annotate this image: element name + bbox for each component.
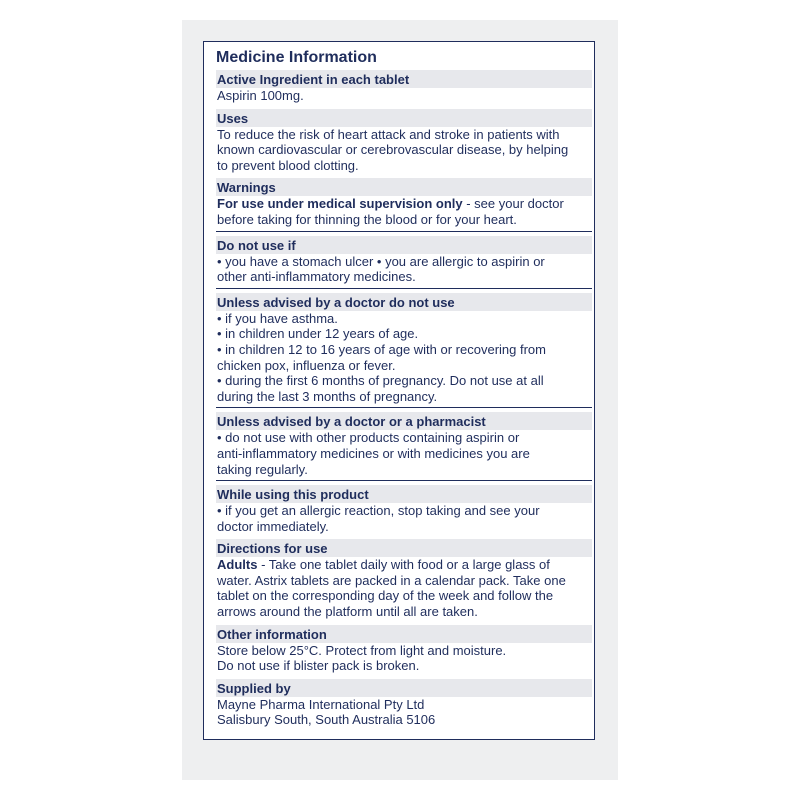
text-line: Do not use if blister pack is broken. [217, 658, 420, 674]
text-line: Mayne Pharma International Pty Ltd [217, 696, 425, 712]
section-uses [216, 109, 592, 179]
text-line: anti-inflammatory medicines or with medicines you are [217, 445, 530, 461]
text-line: Store below 25°C. Protect from light and moisture. [217, 642, 507, 658]
section-active-ingredient [216, 70, 592, 109]
panel-title: Medicine Information [216, 49, 377, 66]
section-heading: Warnings [216, 178, 592, 196]
directions-lead-rest: - Take one tablet daily with food or a large glass of [257, 557, 550, 573]
text-line: taking regularly. [217, 461, 308, 477]
text-line: during the last 3 months of pregnancy. [217, 388, 438, 404]
text-line: • in children 12 to 16 years of age with or recovering from [217, 341, 546, 357]
text-line: • do not use with other products containing aspirin or [217, 430, 520, 446]
section-heading: Active Ingredient in each tablet [216, 70, 592, 88]
text-line: known cardiovascular or cerebrovascular disease, by helping [217, 142, 569, 158]
text-line: • if you get an allergic reaction, stop taking and see your [217, 503, 540, 519]
text-line: • during the first 6 months of pregnancy. Do not use at all [217, 373, 544, 389]
section-do-not-use-if [216, 236, 592, 289]
section-heading: Supplied by [216, 679, 592, 697]
section-unless-advised-doctor [216, 293, 592, 409]
text-line: arrows around the platform until all are taken. [217, 604, 478, 620]
section-heading: Other information [216, 625, 592, 643]
text-line: To reduce the risk of heart attack and stroke in patients with [217, 126, 560, 142]
section-heading: While using this product [216, 485, 592, 503]
directions-lead: Adults [217, 557, 258, 573]
text-line: to prevent blood clotting. [217, 157, 359, 173]
section-unless-advised-pharmacist [216, 412, 592, 481]
section-warnings [216, 178, 592, 231]
text-line: • in children under 12 years of age. [217, 326, 419, 342]
text-line: water. Astrix tablets are packed in a calendar pack. Take one [217, 572, 566, 588]
text-line: Salisbury South, South Australia 5106 [217, 712, 436, 728]
panel-content [216, 48, 592, 733]
text-line: Aspirin 100mg. [217, 88, 304, 103]
section-heading: Uses [216, 109, 592, 127]
text-line: tablet on the corresponding day of the week and follow the [217, 588, 554, 604]
section-directions [216, 539, 592, 624]
section-heading: Unless advised by a doctor do not use [216, 293, 592, 311]
text-line: • if you have asthma. [217, 310, 338, 326]
warning-lead: For use under medical supervision only [217, 196, 463, 212]
section-while-using [216, 485, 592, 539]
medicine-information-panel [203, 41, 595, 740]
text-line: other anti-inflammatory medicines. [217, 269, 416, 285]
text-line: before taking for thinning the blood or for your heart. [217, 211, 517, 227]
text-line: doctor immediately. [217, 518, 329, 534]
warning-lead-rest: - see your doctor [462, 196, 564, 212]
section-supplied-by [216, 679, 592, 733]
section-heading: Directions for use [216, 539, 592, 557]
section-heading: Do not use if [216, 236, 592, 254]
text-line: chicken pox, influenza or fever. [217, 357, 396, 373]
section-other-information [216, 625, 592, 679]
text-line: • you have a stomach ulcer • you are allergic to aspirin or [217, 253, 545, 269]
section-heading: Unless advised by a doctor or a pharmacist [216, 412, 592, 430]
